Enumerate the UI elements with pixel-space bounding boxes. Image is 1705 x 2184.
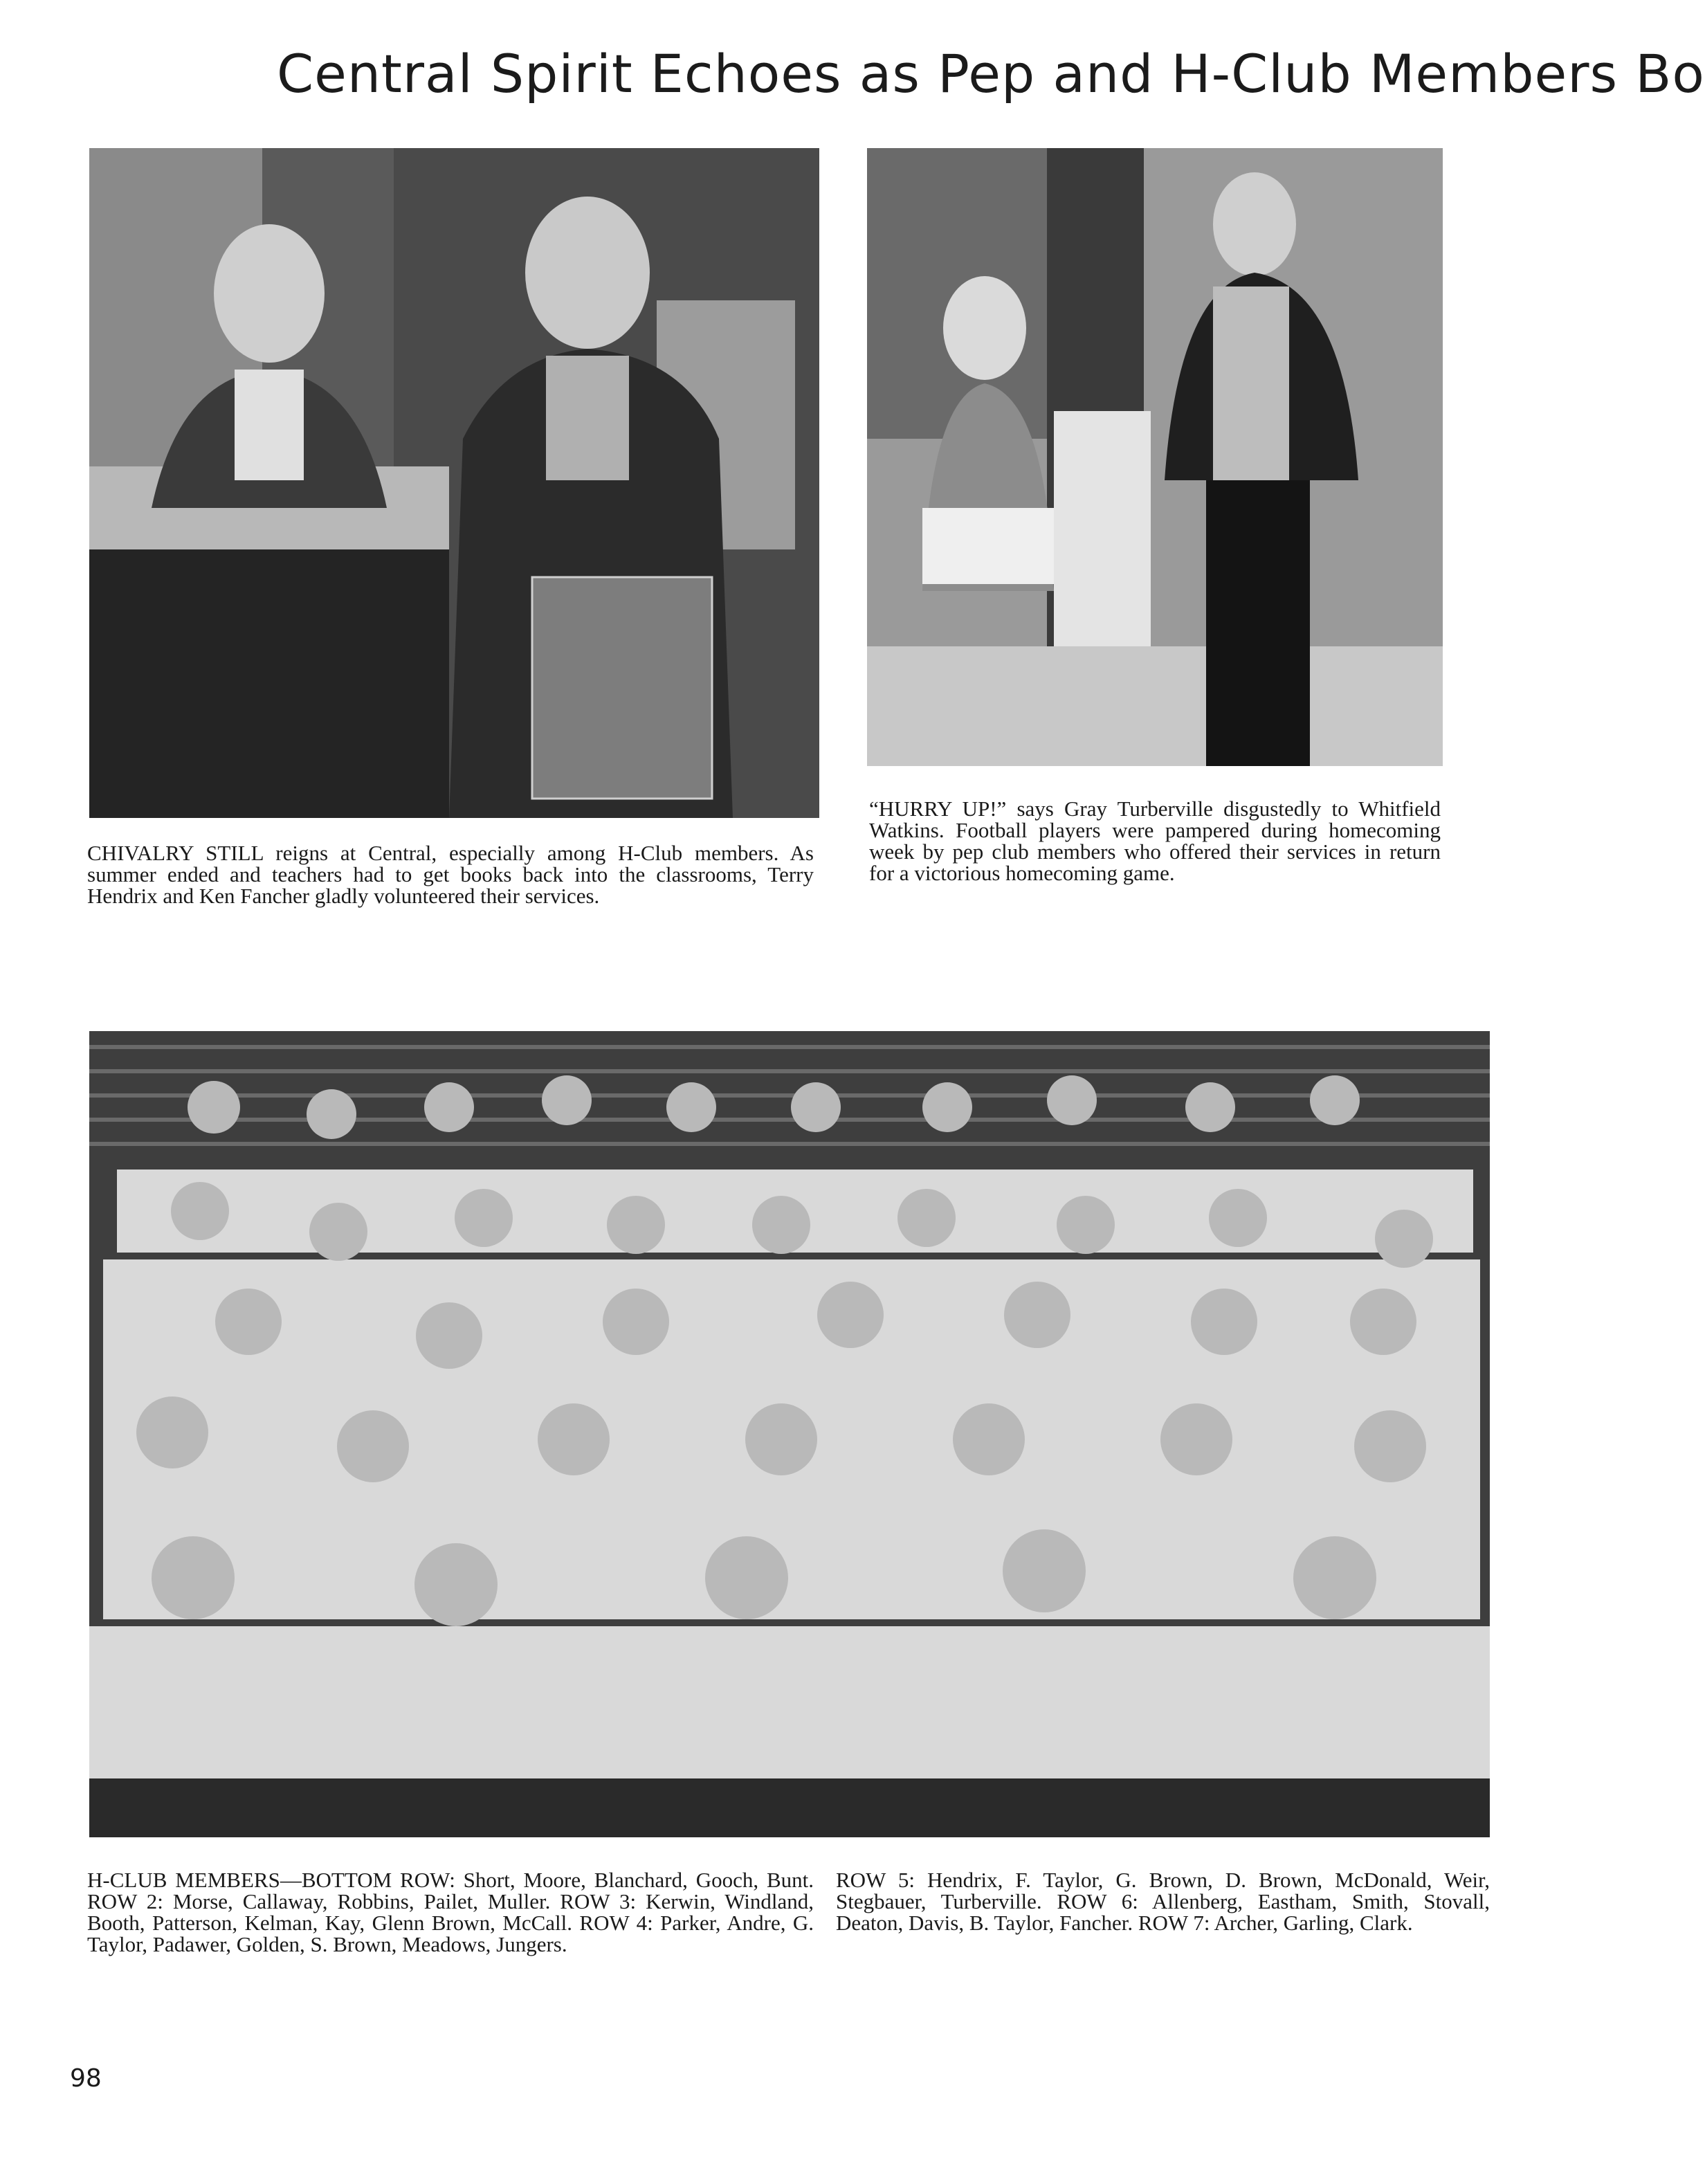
photo-boys-carrying-books-art bbox=[89, 148, 819, 818]
photo-h-club-group-art bbox=[89, 1031, 1490, 1837]
photo-h-club-group bbox=[89, 1031, 1490, 1837]
caption-h-club-members-right: ROW 5: Hendrix, F. Taylor, G. Brown, D. Brown, McDonald, Weir, Stegbauer, Turberville. ROW 6: Allenberg, Eastham, Smith, Stovall, Deaton, Davis, B. Taylor, Fancher. ROW 7: Archer, Garling, Clark. bbox=[836, 1868, 1490, 1935]
caption-h-club-members-left: H-CLUB MEMBERS—BOTTOM ROW: Short, Moore, Blanchard, Gooch, Bunt. ROW 2: Morse, Callaway, Robbins, Pailet, Muller. ROW 3: Kerwin, Windland, Booth, Patterson, Kelman, Kay, Glenn Brown, McCall. ROW 4: Parker, Andre, G. Taylor, Padawer, Golden, S. Brown, Meadows, Jungers. bbox=[87, 1868, 814, 1956]
caption-hurry-up: “HURRY UP!” says Gray Turberville disgustedly to Whitfield Watkins. Football players were pampered during homecoming week by pep club members who offered their services in return for a victorious homecoming game. bbox=[869, 797, 1441, 885]
page-number: 98 bbox=[70, 2064, 102, 2093]
page-headline: Central Spirit Echoes as Pep and H-Club Members Bo bbox=[277, 43, 1705, 104]
photo-girl-and-boy-hallway-art bbox=[867, 148, 1443, 766]
photo-girl-and-boy-hallway bbox=[867, 148, 1443, 766]
photo-boys-carrying-books bbox=[89, 148, 819, 818]
caption-chivalry: CHIVALRY STILL reigns at Central, especially among H-Club members. As summer ended and teachers had to get books back into the classrooms, Terry Hendrix and Ken Fancher gladly volunteered their services. bbox=[87, 841, 814, 908]
